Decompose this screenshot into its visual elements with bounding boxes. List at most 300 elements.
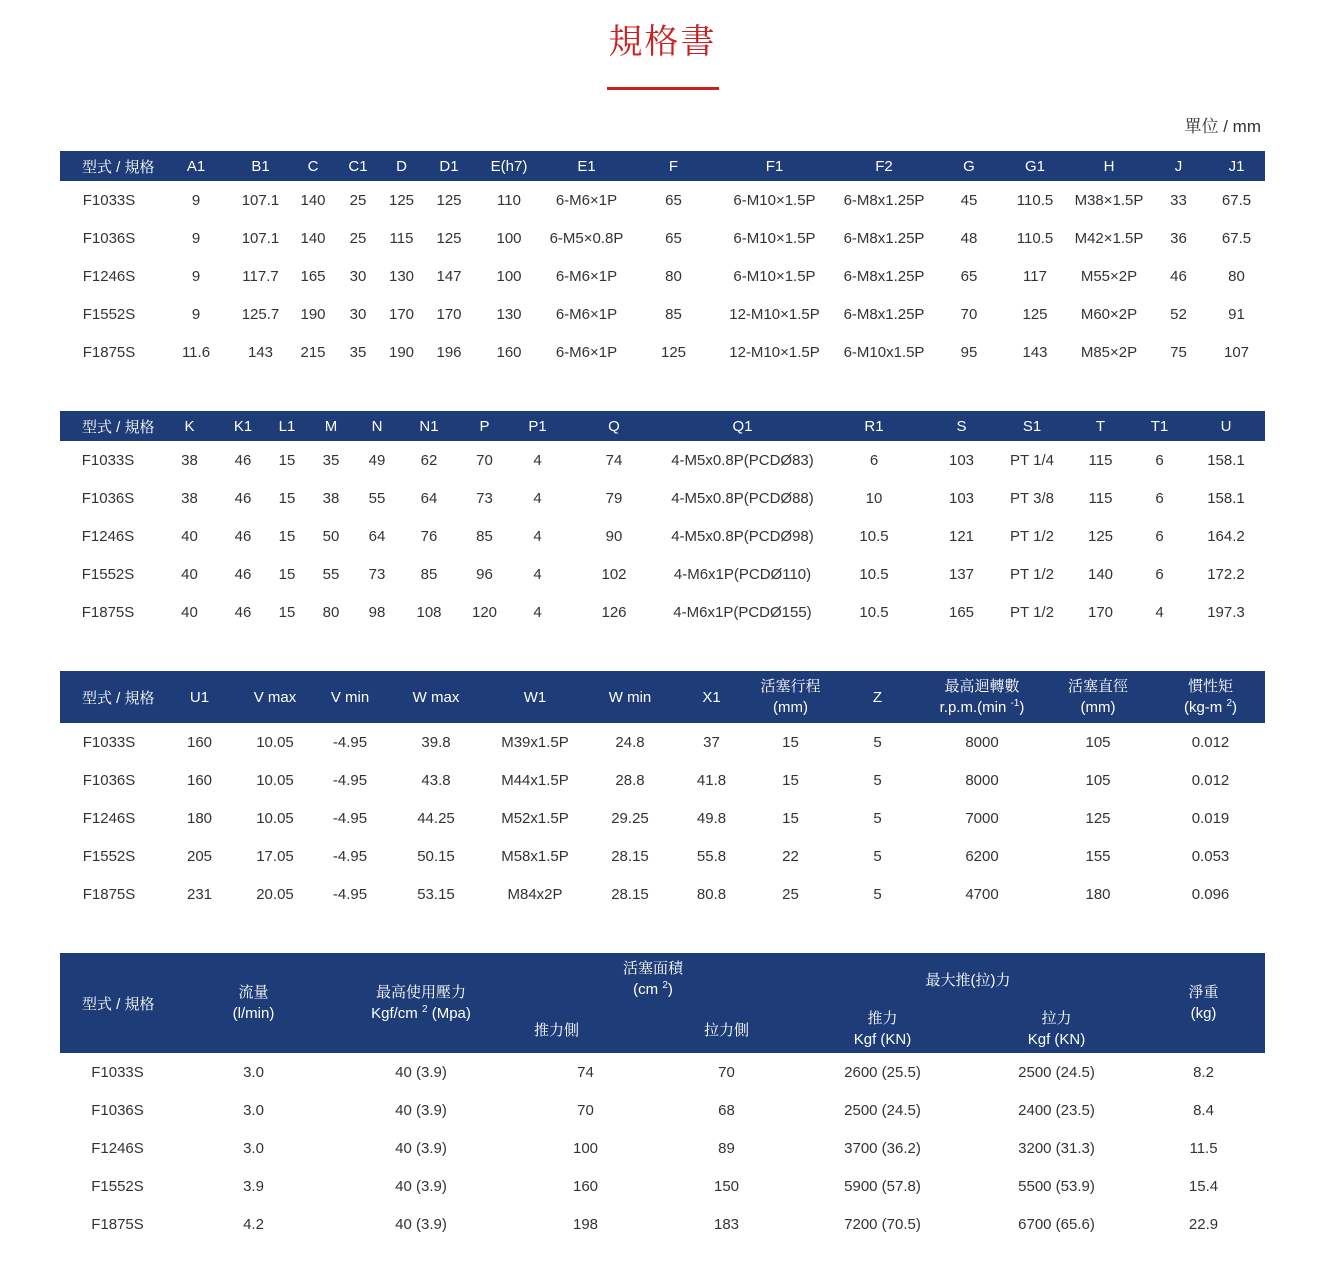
table-row <box>60 799 1265 837</box>
value-cell: 64 <box>368 527 386 545</box>
value-cell: 4 <box>533 451 542 469</box>
value-cell: M58x1.5P <box>501 847 569 865</box>
value-cell: 4-M5x0.8P(PCDØ83) <box>671 451 814 469</box>
table-row <box>60 295 1265 333</box>
value-cell: 5 <box>873 771 882 789</box>
value-cell: 55.8 <box>696 847 727 865</box>
value-cell: 170 <box>436 305 462 323</box>
value-cell: 25 <box>782 885 799 903</box>
table-row <box>60 219 1265 257</box>
value-cell: 170 <box>388 305 415 323</box>
value-cell: 50.15 <box>417 847 455 865</box>
value-cell: 10.5 <box>859 603 889 621</box>
value-cell: 4-M6x1P(PCDØ110) <box>673 565 812 583</box>
value-cell: M84x2P <box>507 885 563 903</box>
value-cell: 28.15 <box>611 885 649 903</box>
value-cell: -4.95 <box>332 733 368 751</box>
value-cell: 46 <box>234 603 252 621</box>
value-cell: 205 <box>186 847 213 865</box>
table-1-body <box>60 181 1265 371</box>
value-cell: PT 1/2 <box>1010 565 1054 583</box>
value-cell: 164.2 <box>1207 527 1245 545</box>
value-cell: 85 <box>665 305 682 323</box>
column-header-inertia: 慣性矩 (kg-m $^2$) <box>1156 671 1265 723</box>
value-cell: 130 <box>388 267 415 285</box>
group-header-piston-area: 活塞面積 (cm $^2$) <box>512 953 794 1005</box>
value-cell: 6 <box>1155 565 1164 583</box>
value-cell: 46 <box>234 451 252 469</box>
table-row <box>60 761 1265 799</box>
value-cell: 4-M5x0.8P(PCDØ98) <box>671 527 814 545</box>
table-3-body <box>60 723 1265 913</box>
table-3-header <box>60 671 1265 723</box>
value-cell: PT 1/2 <box>1010 603 1054 621</box>
column-header-wmax: W max <box>389 671 483 723</box>
value-cell: 100 <box>572 1139 599 1157</box>
value-cell: 8.2 <box>1193 1063 1214 1081</box>
column-header: P <box>457 411 512 441</box>
table-row <box>60 723 1265 761</box>
value-cell: 115 <box>1088 451 1113 469</box>
value-cell: 6-M5×0.8P <box>549 229 624 247</box>
value-cell: 143 <box>1022 343 1048 361</box>
value-cell: 55 <box>322 565 340 583</box>
value-cell: 158.1 <box>1207 489 1245 507</box>
value-cell: 160 <box>186 771 213 789</box>
column-header: Q <box>563 411 665 441</box>
value-cell: 29.25 <box>611 809 649 827</box>
value-cell: 73 <box>476 489 493 507</box>
value-cell: 12-M10×1.5P <box>729 343 820 361</box>
value-cell: 46 <box>1170 267 1187 285</box>
value-cell: -4.95 <box>332 847 368 865</box>
value-cell: 2500 (24.5) <box>844 1101 921 1119</box>
table-row <box>60 1091 1265 1129</box>
value-cell: 98 <box>368 603 386 621</box>
value-cell: 2400 (23.5) <box>1018 1101 1095 1119</box>
value-cell: 190 <box>388 343 415 361</box>
value-cell: 7200 (70.5) <box>844 1215 921 1233</box>
value-cell: 147 <box>436 267 462 285</box>
value-cell: 91 <box>1228 305 1245 323</box>
value-cell: 160 <box>496 343 522 361</box>
value-cell: 100 <box>496 267 522 285</box>
value-cell: 15 <box>782 771 799 789</box>
value-cell: 9 <box>191 267 201 285</box>
value-cell: 198 <box>572 1215 599 1233</box>
spec-sheet <box>60 112 1265 1243</box>
value-cell: 28.15 <box>611 847 649 865</box>
value-cell: 107 <box>1223 343 1250 361</box>
model-cell: F1246S <box>91 1139 144 1157</box>
value-cell: 95 <box>960 343 978 361</box>
value-cell: 46 <box>234 565 252 583</box>
value-cell: 3.9 <box>243 1177 264 1195</box>
column-header: D <box>379 151 424 181</box>
value-cell: 5 <box>873 733 882 751</box>
value-cell: 65 <box>960 267 978 285</box>
column-header: B1 <box>232 151 289 181</box>
force-table <box>60 953 1265 1243</box>
column-header: A1 <box>160 151 232 181</box>
value-cell: 6-M8x1.25P <box>843 191 925 209</box>
value-cell: 11.6 <box>181 343 211 361</box>
value-cell: 5 <box>873 885 882 903</box>
value-cell: 4.2 <box>243 1215 264 1233</box>
value-cell: 140 <box>300 191 326 209</box>
value-cell: 140 <box>300 229 326 247</box>
value-cell: -4.95 <box>332 771 368 789</box>
value-cell: 12-M10×1.5P <box>729 305 820 323</box>
value-cell: 4700 <box>965 885 999 903</box>
value-cell: 125 <box>436 229 462 247</box>
value-cell: 103 <box>948 489 975 507</box>
value-cell: 4 <box>1155 603 1164 621</box>
value-cell: 197.3 <box>1207 603 1245 621</box>
column-header: T <box>1069 411 1132 441</box>
column-header: C1 <box>337 151 379 181</box>
value-cell: 5900 (57.8) <box>844 1177 921 1195</box>
column-header: T1 <box>1132 411 1187 441</box>
value-cell: 165 <box>300 267 326 285</box>
model-cell: F1246S <box>82 267 136 285</box>
column-header: D1 <box>424 151 474 181</box>
column-header: H <box>1069 151 1149 181</box>
table-row <box>60 517 1265 555</box>
value-cell: M52x1.5P <box>501 809 569 827</box>
column-header-model: 型式 / 規格 <box>60 671 160 723</box>
value-cell: 38 <box>181 489 198 507</box>
value-cell: M44x1.5P <box>501 771 569 789</box>
unit-label: 單位 / mm <box>1184 117 1261 137</box>
header-row <box>60 671 1265 723</box>
value-cell: 143 <box>247 343 274 361</box>
value-cell: 40 (3.9) <box>395 1101 447 1119</box>
value-cell: 183 <box>713 1215 740 1233</box>
value-cell: -4.95 <box>332 809 368 827</box>
value-cell: 41.8 <box>696 771 727 789</box>
value-cell: 121 <box>948 527 975 545</box>
column-header-stroke: 活塞行程 (mm) <box>750 671 831 723</box>
value-cell: 105 <box>1085 733 1111 751</box>
column-header-x1: X1 <box>673 671 750 723</box>
value-cell: 6700 (65.6) <box>1018 1215 1095 1233</box>
value-cell: 40 <box>181 527 198 545</box>
value-cell: 107.1 <box>241 229 280 247</box>
value-cell: 30 <box>349 267 367 285</box>
value-cell: 10.5 <box>859 565 889 583</box>
column-header-vmin: V min <box>311 671 389 723</box>
column-header-vmax: V max <box>239 671 311 723</box>
value-cell: 6-M8x1.25P <box>843 267 925 285</box>
model-cell: F1033S <box>81 451 135 469</box>
header-row-top <box>60 953 1265 1005</box>
value-cell: 180 <box>1085 885 1111 903</box>
column-header: E(h7) <box>474 151 544 181</box>
column-header-push-force: 推力 Kgf (KN) <box>794 1005 971 1053</box>
column-header-pull-side: 拉力側 <box>659 1005 794 1053</box>
value-cell: 10.05 <box>256 771 294 789</box>
value-cell: 15 <box>278 603 296 621</box>
value-cell: 40 (3.9) <box>395 1063 447 1081</box>
value-cell: 6-M10x1.5P <box>843 343 925 361</box>
page-title: 規格書 <box>608 23 717 61</box>
value-cell: 17.05 <box>256 847 294 865</box>
table-1-header <box>60 151 1265 181</box>
value-cell: 125 <box>436 191 462 209</box>
value-cell: 44.25 <box>417 809 455 827</box>
value-cell: 170 <box>1087 603 1114 621</box>
model-cell: F1875S <box>91 1215 144 1233</box>
value-cell: 6 <box>1155 451 1164 469</box>
table-row <box>60 181 1265 219</box>
value-cell: 35 <box>349 343 367 361</box>
value-cell: 80.8 <box>696 885 727 903</box>
table-row <box>60 479 1265 517</box>
value-cell: 15 <box>782 733 799 751</box>
model-cell: F1036S <box>81 489 135 507</box>
table-row <box>60 555 1265 593</box>
model-cell: F1875S <box>82 885 136 903</box>
value-cell: 40 (3.9) <box>395 1177 447 1195</box>
table-2-body <box>60 441 1265 631</box>
value-cell: 6-M10×1.5P <box>733 229 816 247</box>
column-header: F1 <box>718 151 831 181</box>
dimensions-table-1 <box>60 151 1265 371</box>
group-header-max-force: 最大推(拉)力 <box>794 953 1142 1005</box>
value-cell: 8000 <box>965 733 999 751</box>
value-cell: 70 <box>577 1101 594 1119</box>
column-header: Q1 <box>665 411 820 441</box>
value-cell: 46 <box>234 527 252 545</box>
value-cell: 155 <box>1085 847 1111 865</box>
value-cell: 49 <box>368 451 386 469</box>
value-cell: 6-M10×1.5P <box>733 191 816 209</box>
value-cell: 35 <box>322 451 340 469</box>
value-cell: M38×1.5P <box>1074 191 1144 209</box>
value-cell: 0.096 <box>1191 885 1230 903</box>
value-cell: 48 <box>960 229 978 247</box>
model-cell: F1552S <box>91 1177 144 1195</box>
model-cell: F1036S <box>82 229 136 247</box>
value-cell: 6-M10×1.5P <box>733 267 816 285</box>
table-row <box>60 333 1265 371</box>
value-cell: 126 <box>601 603 627 621</box>
value-cell: 79 <box>605 489 623 507</box>
model-cell: F1246S <box>82 809 136 827</box>
value-cell: 6-M6×1P <box>555 305 618 323</box>
model-cell: F1033S <box>91 1063 144 1081</box>
value-cell: 4-M6x1P(PCDØ155) <box>673 603 812 621</box>
value-cell: 8.4 <box>1193 1101 1214 1119</box>
model-cell: F1875S <box>81 603 135 621</box>
value-cell: 40 (3.9) <box>395 1215 447 1233</box>
model-cell: F1552S <box>82 847 136 865</box>
model-cell: F1033S <box>82 733 136 751</box>
column-header: S1 <box>995 411 1069 441</box>
value-cell: 117.7 <box>242 267 279 285</box>
value-cell: 125 <box>660 343 687 361</box>
table-row <box>60 1129 1265 1167</box>
value-cell: 33 <box>1170 191 1187 209</box>
value-cell: 50 <box>322 527 340 545</box>
value-cell: 5500 (53.9) <box>1018 1177 1095 1195</box>
value-cell: 38 <box>322 489 340 507</box>
column-header: 型式 / 規格 <box>60 411 158 441</box>
value-cell: 5 <box>873 847 882 865</box>
value-cell: 158.1 <box>1207 451 1245 469</box>
table-2-header <box>60 411 1265 441</box>
value-cell: 65 <box>665 229 682 247</box>
column-header: N1 <box>401 411 457 441</box>
column-header: N <box>353 411 401 441</box>
value-cell: 10.5 <box>859 527 889 545</box>
value-cell: 22.9 <box>1188 1215 1219 1233</box>
value-cell: 172.2 <box>1207 565 1245 583</box>
value-cell: 4 <box>533 565 542 583</box>
value-cell: 115 <box>389 229 414 247</box>
column-header-model: 型式 / 規格 <box>60 953 177 1053</box>
model-cell: F1036S <box>91 1101 144 1119</box>
value-cell: 65 <box>665 191 682 209</box>
table-row <box>60 837 1265 875</box>
value-cell: 125 <box>1022 305 1048 323</box>
value-cell: 20.05 <box>256 885 294 903</box>
value-cell: 6 <box>1155 489 1164 507</box>
table-row <box>60 593 1265 631</box>
value-cell: 7000 <box>965 809 999 827</box>
value-cell: 73 <box>368 565 386 583</box>
value-cell: M42×1.5P <box>1074 229 1144 247</box>
value-cell: 68 <box>718 1101 735 1119</box>
value-cell: 105 <box>1085 771 1111 789</box>
column-header: J <box>1149 151 1208 181</box>
table-row <box>60 1205 1265 1243</box>
column-header: C <box>289 151 337 181</box>
value-cell: 107.1 <box>241 191 280 209</box>
value-cell: 85 <box>420 565 438 583</box>
value-cell: 10 <box>865 489 883 507</box>
value-cell: 80 <box>322 603 340 621</box>
column-header-u1: U1 <box>160 671 239 723</box>
title-block <box>0 0 1325 90</box>
value-cell: 40 (3.9) <box>395 1139 447 1157</box>
column-header: G <box>937 151 1001 181</box>
value-cell: 28.8 <box>615 771 645 789</box>
column-header: J1 <box>1208 151 1265 181</box>
value-cell: 0.053 <box>1191 847 1230 865</box>
value-cell: 108 <box>416 603 442 621</box>
table-row <box>60 1167 1265 1205</box>
value-cell: 67.5 <box>1221 191 1252 209</box>
value-cell: 30 <box>349 305 367 323</box>
column-header: S <box>928 411 995 441</box>
value-cell: 125 <box>1085 809 1111 827</box>
value-cell: 55 <box>368 489 386 507</box>
value-cell: 115 <box>1088 489 1113 507</box>
model-cell: F1552S <box>82 305 136 323</box>
value-cell: 15.4 <box>1188 1177 1219 1195</box>
value-cell: 25 <box>349 229 367 247</box>
value-cell: 3.0 <box>243 1139 264 1157</box>
value-cell: 15 <box>278 565 296 583</box>
column-header: K1 <box>221 411 265 441</box>
value-cell: 140 <box>1087 565 1114 583</box>
column-header-z: Z <box>831 671 924 723</box>
value-cell: 37 <box>703 733 720 751</box>
value-cell: 180 <box>186 809 213 827</box>
value-cell: 196 <box>436 343 462 361</box>
value-cell: PT 1/4 <box>1010 451 1054 469</box>
value-cell: 100 <box>496 229 522 247</box>
column-header-piston-diameter: 活塞直徑 (mm) <box>1040 671 1156 723</box>
model-cell: F1036S <box>82 771 136 789</box>
value-cell: 8000 <box>965 771 999 789</box>
table-4-header <box>60 953 1265 1053</box>
value-cell: 0.012 <box>1191 771 1230 789</box>
column-header-flow: 流量 (l/min) <box>177 953 330 1053</box>
value-cell: 125.7 <box>241 305 280 323</box>
value-cell: 0.019 <box>1191 809 1230 827</box>
value-cell: 76 <box>420 527 438 545</box>
value-cell: 125 <box>1087 527 1114 545</box>
value-cell: 103 <box>948 451 975 469</box>
column-header-max-pressure: 最高使用壓力 Kgf/cm $^2$ (Mpa) <box>330 953 512 1053</box>
value-cell: 43.8 <box>421 771 451 789</box>
column-header-wmin: W min <box>587 671 673 723</box>
column-header: U <box>1187 411 1265 441</box>
value-cell: 125 <box>388 191 415 209</box>
value-cell: 3.0 <box>243 1101 264 1119</box>
value-cell: 15 <box>278 451 296 469</box>
value-cell: 22 <box>782 847 799 865</box>
value-cell: 2500 (24.5) <box>1018 1063 1095 1081</box>
value-cell: 10.05 <box>256 733 294 751</box>
value-cell: 190 <box>300 305 326 323</box>
value-cell: 25 <box>349 191 367 209</box>
value-cell: 4-M5x0.8P(PCDØ88) <box>671 489 814 507</box>
value-cell: 6-M8x1.25P <box>843 305 925 323</box>
value-cell: 4 <box>533 603 542 621</box>
value-cell: PT 3/8 <box>1010 489 1054 507</box>
value-cell: 120 <box>471 603 498 621</box>
column-header: M <box>309 411 353 441</box>
value-cell: M55×2P <box>1080 267 1138 285</box>
table-row <box>60 441 1265 479</box>
value-cell: 49.8 <box>696 809 727 827</box>
value-cell: 215 <box>300 343 326 361</box>
value-cell: 70 <box>476 451 493 469</box>
value-cell: 24.8 <box>615 733 645 751</box>
value-cell: 110.5 <box>1016 191 1054 209</box>
value-cell: 45 <box>960 191 978 209</box>
value-cell: 3700 (36.2) <box>844 1139 921 1157</box>
value-cell: 85 <box>476 527 493 545</box>
value-cell: 15 <box>782 809 799 827</box>
title-underline <box>607 87 719 90</box>
value-cell: 96 <box>476 565 493 583</box>
value-cell: 74 <box>577 1063 594 1081</box>
value-cell: M39x1.5P <box>501 733 569 751</box>
value-cell: 53.15 <box>417 885 455 903</box>
table-row <box>60 257 1265 295</box>
value-cell: 80 <box>665 267 682 285</box>
value-cell: 3200 (31.3) <box>1018 1139 1095 1157</box>
column-header: P1 <box>512 411 563 441</box>
value-cell: 40 <box>181 565 198 583</box>
value-cell: 11.5 <box>1189 1139 1218 1157</box>
table-row <box>60 1053 1265 1091</box>
